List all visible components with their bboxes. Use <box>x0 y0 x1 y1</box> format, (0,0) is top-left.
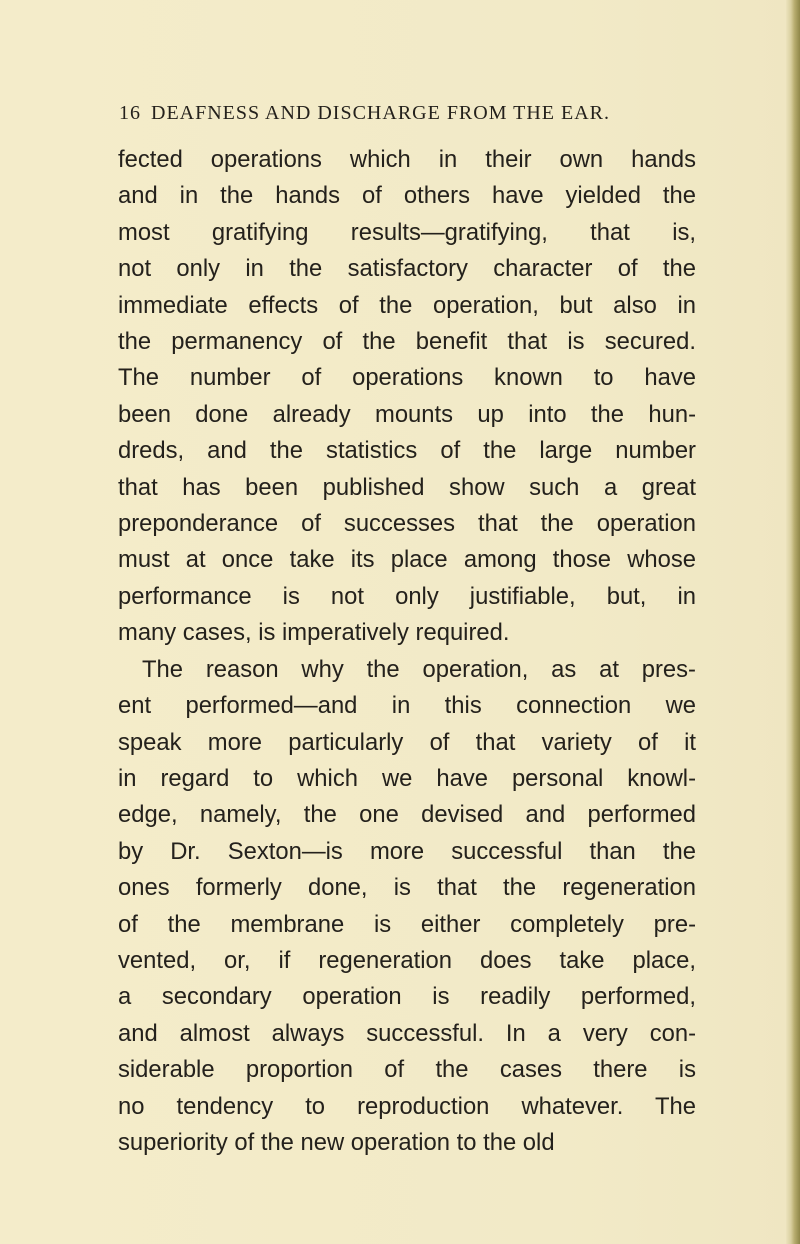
text-line: preponderance of successes that the operation <box>118 510 696 538</box>
text-line: siderable proportion of the cases there is <box>118 1056 696 1084</box>
text-line: no tendency to reproduction whatever. The <box>118 1092 696 1120</box>
text-line: not only in the satisfactory character of the <box>118 255 696 283</box>
text-line: a secondary operation is readily performed, <box>118 983 696 1011</box>
running-title: DEAFNESS AND DISCHARGE FROM THE EAR. <box>151 102 611 124</box>
text-line: The number of operations known to have <box>118 364 696 392</box>
text-line: edge, namely, the one devised and performed <box>118 801 696 829</box>
text-line: by Dr. Sexton—is more successful than the <box>118 837 696 865</box>
page-number: 16 <box>119 102 141 124</box>
text-line: the permanency of the benefit that is secured. <box>118 328 696 356</box>
text-line: of the membrane is either completely pre- <box>118 910 696 938</box>
text-line: dreds, and the statistics of the large number <box>118 437 696 465</box>
text-line: The reason why the operation, as at pres- <box>142 655 696 683</box>
text-line: vented, or, if regeneration does take place, <box>118 946 696 974</box>
text-line: that has been published show such a great <box>118 473 696 501</box>
body-text <box>118 142 696 1161</box>
text-line: must at once take its place among those whose <box>118 546 696 574</box>
page-edge-shadow <box>786 0 800 1244</box>
text-line: ent performed—and in this connection we <box>118 692 696 720</box>
text-line: many cases, is imperatively required. <box>118 619 510 647</box>
text-line: performance is not only justifiable, but, in <box>118 582 696 610</box>
text-line: been done already mounts up into the hun- <box>118 400 696 428</box>
text-line: most gratifying results—gratifying, that is, <box>118 218 696 246</box>
text-line: superiority of the new operation to the old <box>118 1128 555 1156</box>
text-line: in regard to which we have personal knowl- <box>118 764 696 792</box>
text-line: immediate effects of the operation, but also in <box>118 291 696 319</box>
text-line: and in the hands of others have yielded the <box>118 182 696 210</box>
text-line: and almost always successful. In a very con- <box>118 1019 696 1047</box>
text-line: ones formerly done, is that the regeneration <box>118 874 696 902</box>
running-header <box>119 100 699 126</box>
text-line: speak more particularly of that variety of it <box>118 728 696 756</box>
text-line: fected operations which in their own hands <box>118 146 696 173</box>
